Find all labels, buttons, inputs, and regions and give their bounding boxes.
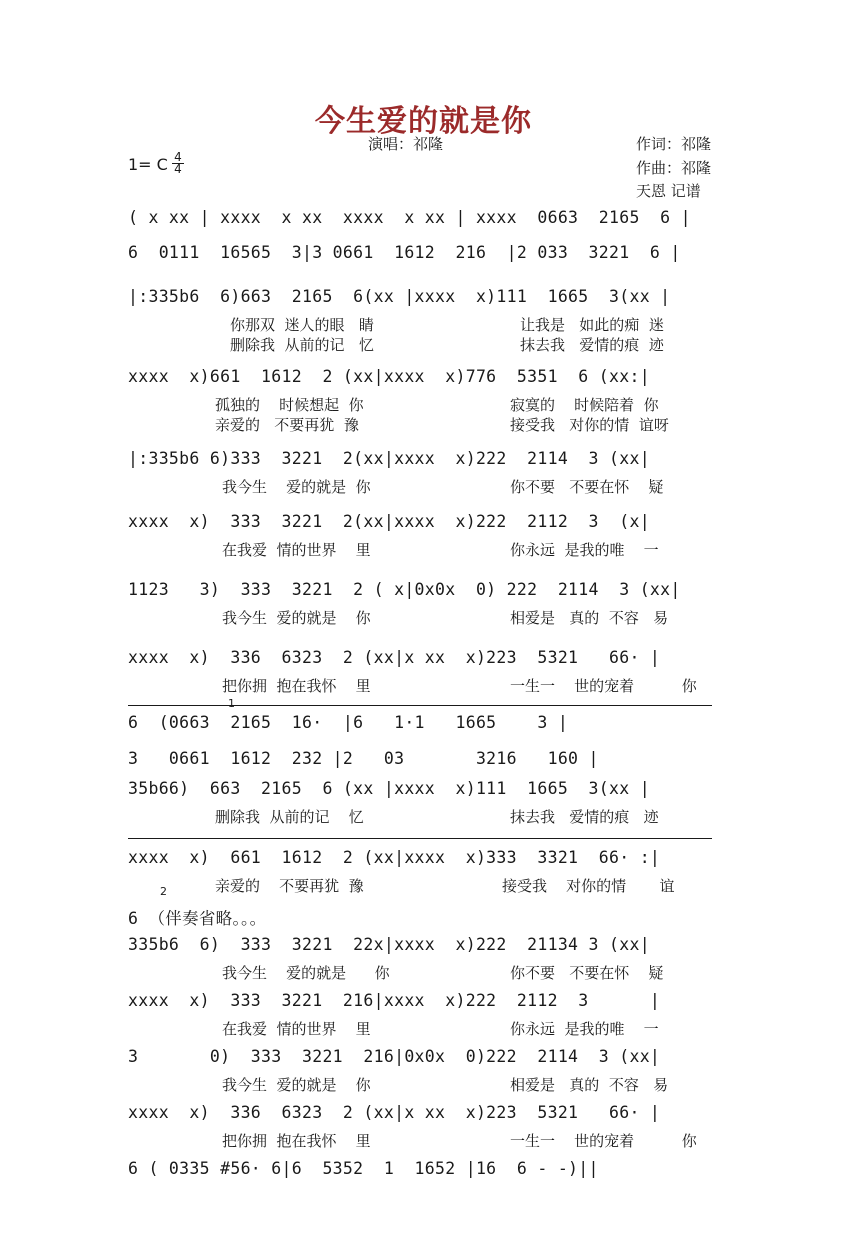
page-title: 今生爱的就是你 bbox=[315, 104, 532, 139]
notation-row: 35b66) 663 2165 6 (xx |xxxx x)111 1665 3(xx | bbox=[128, 779, 650, 798]
lyric-line-verse-2: 接受我 对你的情 谊呀 bbox=[510, 416, 669, 434]
volta-2-line bbox=[128, 838, 712, 839]
singer-credit: 演唱：祁隆 bbox=[368, 135, 444, 153]
lyric-line: 你永远 是我的唯 一 bbox=[510, 1020, 659, 1038]
lyric-line: 把你拥 抱在我怀 里 bbox=[222, 677, 371, 695]
notation-row: 6 0111 16565 3|3 0661 1612 216 |2 033 3221 6 | bbox=[128, 243, 681, 262]
composer-credit: 作曲：祁隆 bbox=[636, 159, 712, 177]
lyric-line: 我今生 爱的就是 你 bbox=[222, 964, 390, 982]
notation-row: |:335b6 6)663 2165 6(xx |xxxx x)111 1665 3(xx | bbox=[128, 287, 671, 306]
lyric-line: 删除我 从前的记 忆 bbox=[215, 808, 364, 826]
notation-row: 6 （伴奏省略。。。 bbox=[128, 909, 267, 928]
lyric-line: 一生一 世的宠着 你 bbox=[510, 677, 697, 695]
volta-2-label: 2 bbox=[160, 885, 167, 898]
lyric-line: 相爱是 真的 不容 易 bbox=[510, 1076, 669, 1094]
lyric-line: 我今生 爱的就是 你 bbox=[222, 609, 371, 627]
lyric-line: 让我是 如此的痴 迷 bbox=[520, 316, 664, 334]
lyric-line: 你那双 迷人的眼 睛 bbox=[230, 316, 374, 334]
lyric-line: 寂寞的 时候陪着 你 bbox=[510, 396, 659, 414]
volta-1-line bbox=[128, 705, 712, 706]
time-signature-denominator: 4 bbox=[174, 162, 182, 176]
lyric-line: 我今生 爱的就是 你 bbox=[222, 478, 371, 496]
notation-row: 6 ( 0335 #56· 6|6 5352 1 1652 |16 6 - -)|| bbox=[128, 1159, 599, 1178]
lyric-line: 把你拥 抱在我怀 里 bbox=[222, 1132, 371, 1150]
time-signature-numerator: 4 bbox=[172, 152, 184, 164]
lyric-line: 你不要 不要在怀 疑 bbox=[510, 478, 664, 496]
lyric-line: 你不要 不要在怀 疑 bbox=[510, 964, 664, 982]
lyric-line: 接受我 对你的情 谊 bbox=[502, 877, 675, 895]
lyric-line: 你永远 是我的唯 一 bbox=[510, 541, 659, 559]
lyric-line: 亲爱的 不要再犹 豫 bbox=[215, 877, 364, 895]
notation-row: xxxx x) 333 3221 216|xxxx x)222 2112 3 | bbox=[128, 991, 661, 1010]
lyric-line: 在我爱 情的世界 里 bbox=[222, 1020, 371, 1038]
notation-row: |:335b6 6)333 3221 2(xx|xxxx x)222 2114 3 (xx| bbox=[128, 449, 650, 468]
notation-row: 3 0661 1612 232 |2 03 3216 160 | bbox=[128, 749, 599, 768]
notation-row: 3 0) 333 3221 216|0x0x 0)222 2114 3 (xx| bbox=[128, 1047, 661, 1066]
lyric-line-verse-2: 亲爱的 不要再犹 豫 bbox=[215, 416, 359, 434]
lyric-line: 在我爱 情的世界 里 bbox=[222, 541, 371, 559]
notation-row: 1123 3) 333 3221 2 ( x|0x0x 0) 222 2114 3 (xx| bbox=[128, 580, 681, 599]
time-signature bbox=[172, 152, 184, 175]
lyric-line-verse-2: 删除我 从前的记 忆 bbox=[230, 336, 374, 354]
key-signature: 1= C bbox=[128, 155, 168, 174]
volta-1-label: 1 bbox=[228, 697, 235, 710]
notation-row: xxxx x)661 1612 2 (xx|xxxx x)776 5351 6 (xx:| bbox=[128, 367, 650, 386]
lyric-line-verse-2: 抹去我 爱情的痕 迹 bbox=[520, 336, 664, 354]
notation-row: xxxx x) 336 6323 2 (xx|x xx x)223 5321 66· | bbox=[128, 648, 661, 667]
lyric-line: 孤独的 时候想起 你 bbox=[215, 396, 364, 414]
notation-row: xxxx x) 661 1612 2 (xx|xxxx x)333 3321 66· :| bbox=[128, 848, 661, 867]
notation-row: ( x xx | xxxx x xx xxxx x xx | xxxx 0663 2165 6 | bbox=[128, 208, 691, 227]
lyricist-credit: 作词：祁隆 bbox=[636, 135, 712, 153]
lyric-line: 抹去我 爱情的痕 迹 bbox=[510, 808, 659, 826]
notation-row: xxxx x) 336 6323 2 (xx|x xx x)223 5321 66· | bbox=[128, 1103, 661, 1122]
transcriber-credit: 天恩 记谱 bbox=[636, 182, 701, 200]
lyric-line: 一生一 世的宠着 你 bbox=[510, 1132, 697, 1150]
notation-row: 335b6 6) 333 3221 22x|xxxx x)222 21134 3 (xx| bbox=[128, 935, 650, 954]
lyric-line: 相爱是 真的 不容 易 bbox=[510, 609, 669, 627]
notation-row: 6 (0663 2165 16· |6 1·1 1665 3 | bbox=[128, 713, 569, 732]
lyric-line: 我今生 爱的就是 你 bbox=[222, 1076, 371, 1094]
notation-row: xxxx x) 333 3221 2(xx|xxxx x)222 2112 3 (x| bbox=[128, 512, 650, 531]
